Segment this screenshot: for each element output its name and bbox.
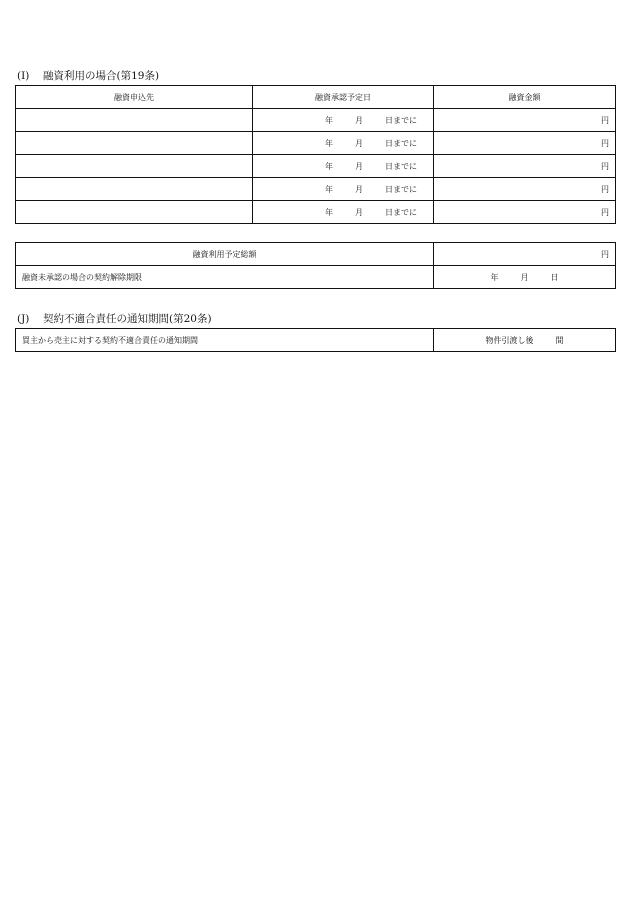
lender-field[interactable]	[16, 132, 253, 155]
yen-unit-label: 円	[601, 249, 609, 259]
approval-date-field[interactable]	[253, 132, 434, 155]
yen-unit-label: 円	[601, 115, 609, 125]
loan-row	[16, 201, 616, 224]
month-label: 月	[355, 184, 363, 194]
header-approval-date: 融資承認予定日	[253, 86, 434, 109]
yen-unit-label: 円	[601, 138, 609, 148]
notification-period-field[interactable]	[434, 329, 616, 352]
cancellation-deadline-label: 融資未承認の場合の契約解除期限	[16, 266, 434, 289]
loan-row	[16, 109, 616, 132]
header-amount: 融資金額	[434, 86, 616, 109]
year-label: 年	[490, 272, 499, 282]
amount-field[interactable]	[434, 132, 616, 155]
amount-field[interactable]	[434, 109, 616, 132]
cancellation-deadline-field[interactable]	[434, 266, 616, 289]
loan-table	[15, 85, 616, 224]
year-label: 年	[325, 138, 333, 148]
section-j-heading	[17, 311, 212, 326]
notification-period-table	[15, 328, 616, 352]
total-amount-label: 融資利用予定総額	[16, 243, 434, 266]
approval-date-field[interactable]	[253, 201, 434, 224]
year-label: 年	[325, 115, 333, 125]
yen-unit-label: 円	[601, 161, 609, 171]
day-suffix-label: 日までに	[385, 207, 417, 217]
amount-field[interactable]	[434, 178, 616, 201]
loan-row	[16, 178, 616, 201]
loan-table-header-row	[16, 86, 616, 109]
month-label: 月	[355, 138, 363, 148]
section-i-title: 融資利用の場合(第19条)	[43, 70, 160, 82]
approval-date-field[interactable]	[253, 155, 434, 178]
day-label: 日	[550, 272, 559, 282]
month-label: 月	[355, 161, 363, 171]
period-prefix-label: 物件引渡し後	[485, 335, 534, 345]
notification-period-row	[16, 329, 616, 352]
header-lender: 融資申込先	[16, 86, 253, 109]
period-suffix-label: 間	[555, 335, 564, 345]
year-label: 年	[325, 207, 333, 217]
amount-field[interactable]	[434, 201, 616, 224]
lender-field[interactable]	[16, 109, 253, 132]
month-label: 月	[355, 207, 363, 217]
loan-row	[16, 155, 616, 178]
yen-unit-label: 円	[601, 207, 609, 217]
loan-totals-table	[15, 242, 616, 289]
day-suffix-label: 日までに	[385, 161, 417, 171]
notification-period-label: 買主から売主に対する契約不適合責任の通知期間	[16, 329, 434, 352]
cancellation-deadline-row	[16, 266, 616, 289]
year-label: 年	[325, 161, 333, 171]
total-amount-row	[16, 243, 616, 266]
day-suffix-label: 日までに	[385, 184, 417, 194]
section-j-number: (J)	[17, 313, 30, 325]
month-label: 月	[520, 272, 529, 282]
lender-field[interactable]	[16, 155, 253, 178]
section-j-title: 契約不適合責任の通知期間(第20条)	[43, 313, 212, 325]
total-amount-field[interactable]	[434, 243, 616, 266]
approval-date-field[interactable]	[253, 178, 434, 201]
day-suffix-label: 日までに	[385, 115, 417, 125]
section-i-number: (I)	[17, 70, 30, 82]
lender-field[interactable]	[16, 178, 253, 201]
day-suffix-label: 日までに	[385, 138, 417, 148]
amount-field[interactable]	[434, 155, 616, 178]
year-label: 年	[325, 184, 333, 194]
approval-date-field[interactable]	[253, 109, 434, 132]
yen-unit-label: 円	[601, 184, 609, 194]
lender-field[interactable]	[16, 201, 253, 224]
month-label: 月	[355, 115, 363, 125]
section-i-heading	[17, 68, 159, 83]
loan-row	[16, 132, 616, 155]
